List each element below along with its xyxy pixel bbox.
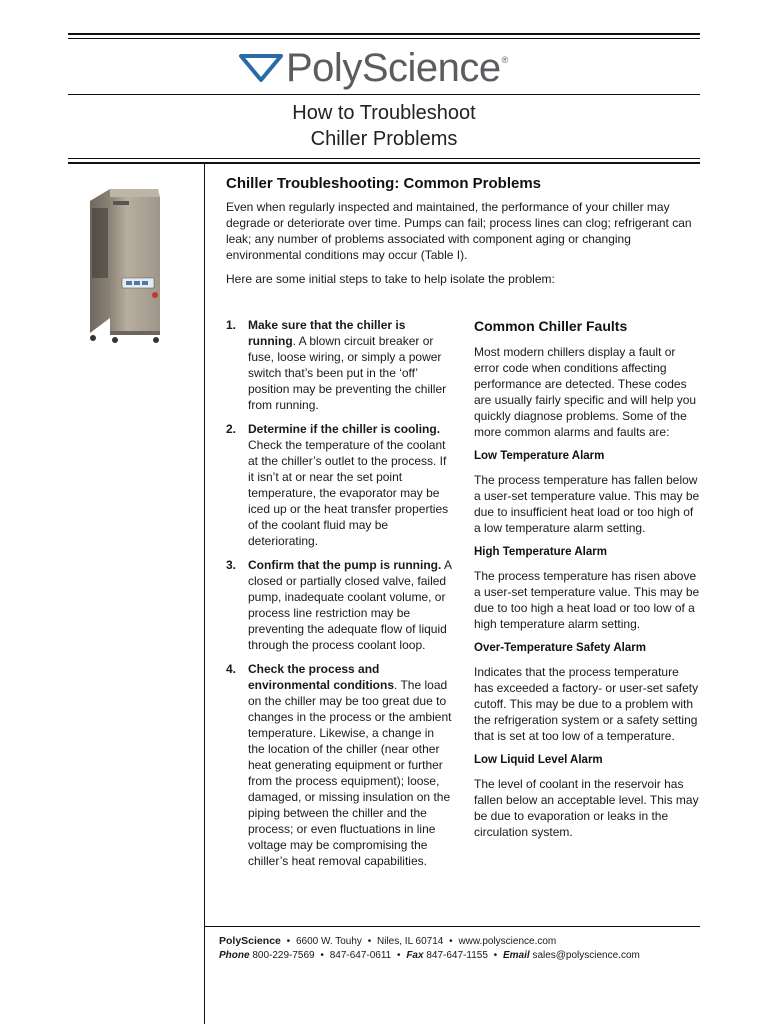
step-text: . The load on the chiller may be too great due to changes in the process or the ambient temperature. Likewise, a change in the location of the chiller (near other heat generating equipment or further from the process equipment); loose, damaged, or missing insulation on the piping between the chiller and the process; or even fluctuations in line voltage may be compromising the chiller’s heat removal capabilities. <box>248 678 452 868</box>
section-heading: Chiller Troubleshooting: Common Problems <box>226 175 542 192</box>
footer-address: 6600 W. Touhy <box>295 936 362 947</box>
fax-label: Fax <box>406 950 424 961</box>
bullet: • <box>493 950 498 961</box>
list-item <box>226 557 452 653</box>
brand-name: PolyScience <box>286 46 501 90</box>
list-item <box>226 421 452 549</box>
step-lead: Make sure that the chiller is running <box>248 318 406 348</box>
step-number: 3. <box>226 558 237 572</box>
step-lead: Confirm that the pump is running. <box>248 558 442 572</box>
phone-2: 847-647-0611 <box>329 950 392 961</box>
footer-brand: PolyScience <box>219 935 281 947</box>
intro-paragraph-1: Even when regularly inspected and maintained, the performance of your chiller may degrade or deteriorate over time. Pumps can fail; process lines can clog; refrigerant can leak; any number of problems associated with component aging or changing environmental conditions may occur (Table I). <box>226 200 692 262</box>
fault-title: High Temperature Alarm <box>474 546 607 558</box>
top-rule-thin <box>68 38 700 39</box>
bullet: • <box>367 936 372 947</box>
faults-heading: Common Chiller Faults <box>474 318 628 334</box>
troubleshooting-steps <box>226 317 452 877</box>
footer-rule <box>205 926 700 927</box>
intro-paragraph-2: Here are some initial steps to take to help isolate the problem: <box>226 272 555 286</box>
section-rule <box>68 158 700 159</box>
email-link[interactable]: sales@polyscience.com <box>532 950 640 961</box>
intro-text <box>226 199 696 295</box>
faults-column <box>474 318 700 848</box>
fault-text: The level of coolant in the reservoir has fallen below an acceptable level. This may be due to evaporation or leaks in the circulation system. <box>474 777 699 839</box>
bullet: • <box>397 950 401 961</box>
step-number: 4. <box>226 662 237 676</box>
fault-text: The process temperature has risen above a user-set temperature value. This may be due to too high a heat load or too low of a high temperature alarm setting. <box>474 569 700 631</box>
step-number: 2. <box>226 422 237 436</box>
footer-line-1 <box>219 934 640 949</box>
phone-label: Phone <box>219 950 250 961</box>
brand-logo <box>238 46 508 90</box>
footer-contact <box>219 934 640 963</box>
phone-1: 800-229-7569 <box>252 950 315 961</box>
email-label: Email <box>502 950 530 961</box>
step-text: Check the temperature of the coolant at the chiller’s outlet to the process. If it isn’t at or near the set point temperature, the evaporator may be iced up or the heat transfer properties of the coolant fluid may be deteriorating. <box>248 438 449 548</box>
column-divider <box>204 164 205 1024</box>
step-number: 1. <box>226 318 237 332</box>
fault-text: The process temperature has fallen below a user-set temperature value. This may be due to insufficient heat load or too high of a low temperature alarm setting. <box>474 473 700 535</box>
triangle-logo-icon <box>238 53 284 83</box>
header-rule <box>68 94 700 95</box>
fault-text: Indicates that the process temperature has exceeded a factory- or user-set safety cutoff. This may be due to a problem with the refrigeration system or a safety setting that is set at too low of a temperature. <box>474 665 699 743</box>
step-body <box>248 421 452 549</box>
fax-number: 847-647-1155 <box>426 950 488 961</box>
registered-mark: ® <box>501 55 509 65</box>
bullet: • <box>286 936 291 947</box>
footer-line-2 <box>219 949 640 963</box>
step-body <box>248 661 452 869</box>
chiller-photo <box>80 183 180 348</box>
step-text: A closed or partially closed valve, failed pump, inadequate coolant volume, or process line restriction may be preventing the adequate flow of liquid through the process coolant loop. <box>248 558 452 652</box>
step-lead: Check the process and environmental conditions <box>248 662 395 692</box>
title-line-1: How to Troubleshoot <box>292 102 476 124</box>
step-body <box>248 317 452 413</box>
footer-website-link[interactable]: www.polyscience.com <box>458 936 557 947</box>
step-lead: Determine if the chiller is cooling. <box>248 422 441 436</box>
list-item <box>226 317 452 413</box>
step-body <box>248 557 452 653</box>
bullet: • <box>320 950 324 961</box>
bullet: • <box>449 936 453 947</box>
fault-title: Low Temperature Alarm <box>474 450 605 462</box>
footer-city: Niles, IL 60714 <box>377 936 444 947</box>
fault-title: Low Liquid Level Alarm <box>474 754 603 766</box>
step-text: . A blown circuit breaker or fuse, loose wiring, or simply a power switch that’s been put in the ‘off’ position may be preventing the chiller from running. <box>248 334 447 412</box>
fault-title: Over-Temperature Safety Alarm <box>474 642 646 654</box>
top-rule <box>68 33 700 35</box>
page-title <box>68 100 700 152</box>
list-item <box>226 661 452 869</box>
section-rule-thick <box>68 162 700 164</box>
title-line-2: Chiller Problems <box>310 128 458 150</box>
faults-intro: Most modern chillers display a fault or error code when conditions affecting performance are detected. These codes are usually fairly specific and will help you quickly diagnose problems. Some of the more common alarms and faults are: <box>474 345 697 439</box>
